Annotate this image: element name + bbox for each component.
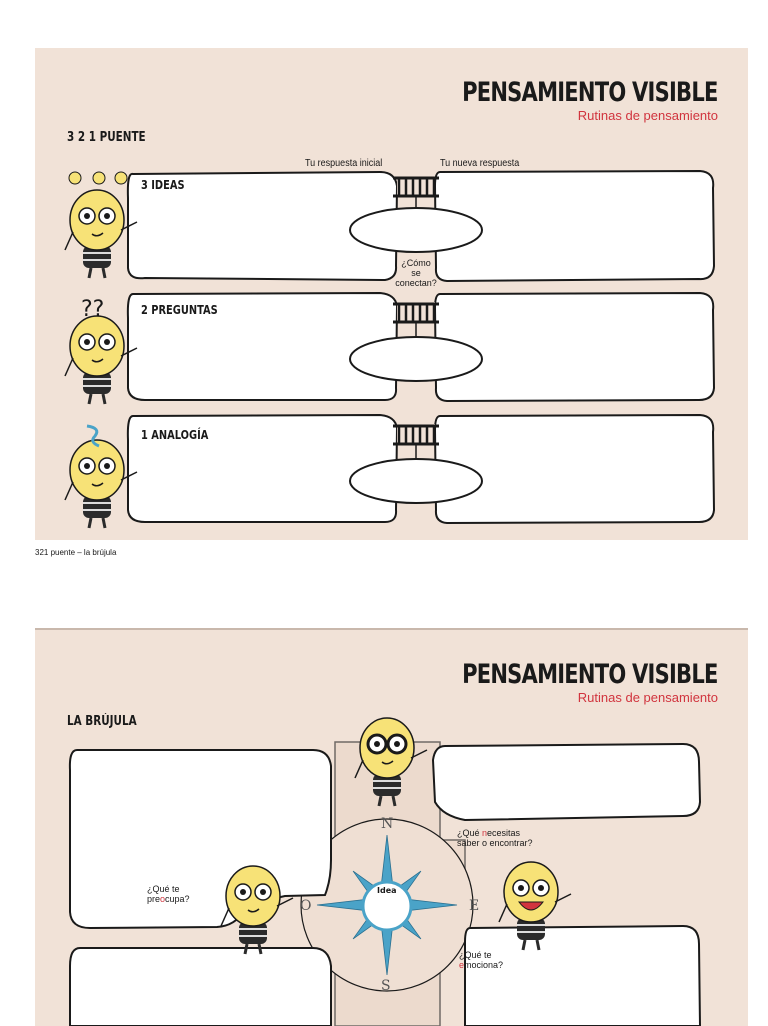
box-bottom-right <box>465 926 700 1026</box>
compass-west: O <box>300 898 312 914</box>
answer-box-new-2 <box>435 293 714 401</box>
connection-ellipse-2 <box>350 337 482 381</box>
box-bottom-left <box>70 948 331 1026</box>
row-label-preguntas: 2 PREGUNTAS <box>141 303 218 317</box>
character-illustration <box>65 440 137 528</box>
column-label-new: Tu nueva respuesta <box>440 158 520 169</box>
brand-title: PENSAMIENTO VISIBLE <box>462 77 718 108</box>
brand-subtitle: Rutinas de pensamiento <box>577 108 718 123</box>
character-illustration <box>65 190 137 278</box>
row-label-ideas: 3 IDEAS <box>141 178 185 192</box>
worksheet-la-brujula <box>35 628 748 1026</box>
box-top-right <box>433 744 700 820</box>
section-title: 3 2 1 PUENTE <box>67 130 146 145</box>
brand-title: PENSAMIENTO VISIBLE <box>462 659 718 690</box>
answer-box-new-3 <box>435 415 714 523</box>
worksheet-321-puente <box>35 48 748 540</box>
bridge-icon <box>393 176 439 208</box>
connect-question: ¿Cómo se conectan? <box>395 258 437 288</box>
connection-ellipse-3 <box>350 459 482 503</box>
section-title: LA BRÚJULA <box>67 714 137 729</box>
lightbulbs-icon <box>69 172 127 184</box>
bridge-icon <box>393 302 439 337</box>
idea-label: Idea <box>377 886 397 895</box>
character-illustration <box>65 316 137 404</box>
question-excite: ¿Qué te emociona? <box>459 950 504 970</box>
question-worry: ¿Qué te preocupa? <box>147 884 190 904</box>
row-label-analogia: 1 ANALOGÍA <box>141 428 209 442</box>
compass-north: N <box>381 816 394 832</box>
worksheet-drawing <box>35 48 748 540</box>
question-marks-icon: ?? <box>81 297 105 322</box>
box-top-left <box>70 750 331 928</box>
caption: 321 puente – la brújula <box>35 548 117 557</box>
compass-south: S <box>381 978 391 994</box>
brand-subtitle: Rutinas de pensamiento <box>577 690 718 705</box>
column-label-initial: Tu respuesta inicial <box>305 158 383 169</box>
connection-ellipse-1 <box>350 208 482 252</box>
compass-east: E <box>469 898 480 914</box>
question-need: ¿Qué necesitas saber o encontrar? <box>457 828 533 848</box>
bridge-icon <box>393 424 439 459</box>
